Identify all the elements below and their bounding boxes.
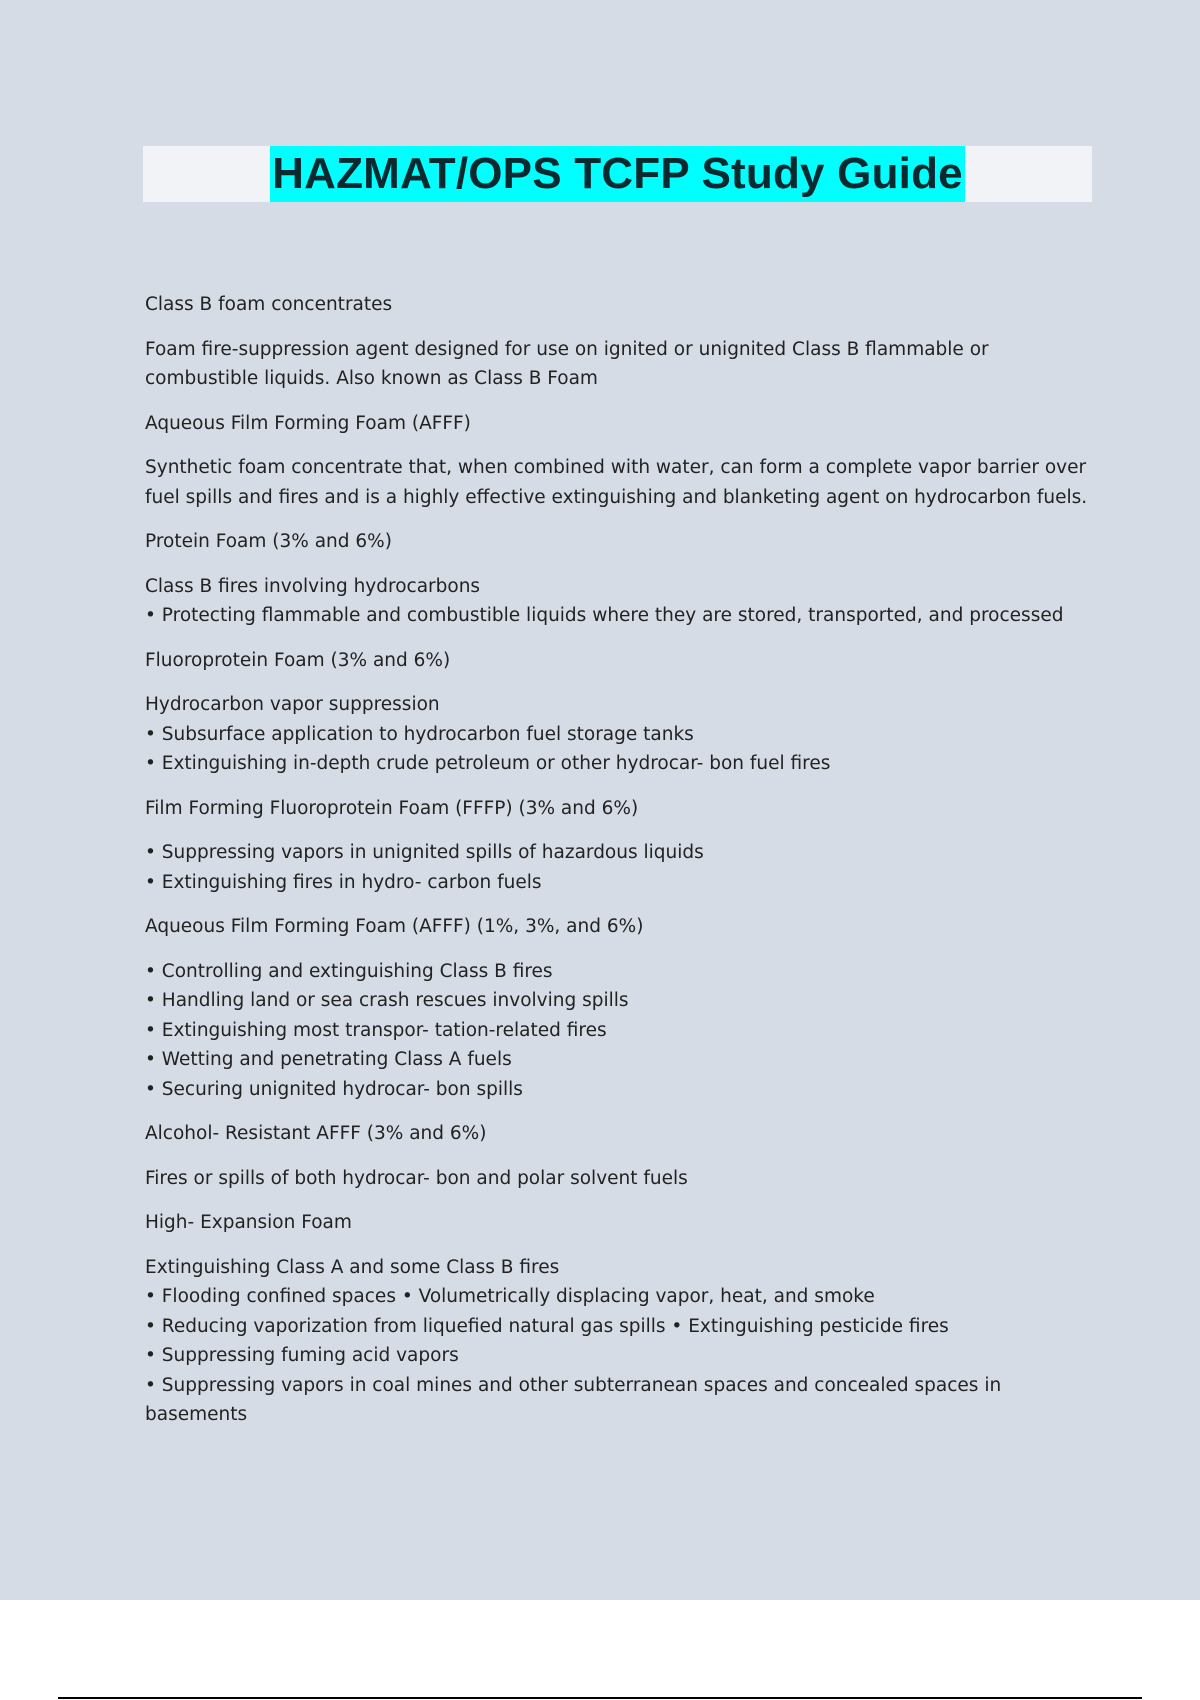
text-line: Protein Foam (3% and 6%): [145, 531, 392, 552]
bullet-line: • Extinguishing most transpor- tation-related fires: [145, 1019, 607, 1041]
footer-rule: [58, 1697, 1142, 1699]
text-line: Fires or spills of both hydrocar- bon and polar solvent fuels: [145, 1167, 688, 1189]
document-body: [145, 290, 1095, 1445]
bullet-line: • Securing unignited hydrocar- bon spills: [145, 1078, 523, 1100]
bullet-line: • Suppressing vapors in unignited spills of hazardous liquids: [145, 842, 704, 863]
text-block: [145, 290, 1095, 320]
text-line: Aqueous Film Forming Foam (AFFF): [145, 412, 471, 434]
text-line: Hydrocarbon vapor suppression: [145, 694, 440, 715]
text-block: [145, 912, 1095, 942]
text-line: Film Forming Fluoroprotein Foam (FFFP) (3% and 6%): [145, 797, 639, 819]
bullet-line: • Protecting flammable and combustible liquids where they are stored, transported, and processed: [145, 605, 1064, 626]
text-block: [145, 1164, 1095, 1194]
text-line: Extinguishing Class A and some Class B fires: [145, 1256, 560, 1278]
text-block: [145, 1208, 1095, 1238]
text-block: [145, 646, 1095, 676]
text-line: Alcohol- Resistant AFFF (3% and 6%): [145, 1123, 487, 1144]
text-block: [145, 690, 1095, 779]
bullet-line: • Suppressing vapors in coal mines and other subterranean spaces and concealed spaces in basements: [145, 1374, 1002, 1425]
text-block: [145, 409, 1095, 439]
text-block: [145, 572, 1095, 631]
title-band: [143, 146, 1092, 202]
text-line: Synthetic foam concentrate that, when combined with water, can form a complete vapor barrier over fuel spills and fires and is a highly effective extinguishing and blanketing agent on hydrocarbon fuels.: [145, 457, 1088, 508]
bullet-line: • Subsurface application to hydrocarbon fuel storage tanks: [145, 723, 694, 745]
bullet-line: • Flooding confined spaces • Volumetrically displacing vapor, heat, and smoke: [145, 1286, 875, 1307]
text-block: [145, 838, 1095, 897]
bullet-line: • Suppressing fuming acid vapors: [145, 1345, 459, 1366]
bullet-line: • Reducing vaporization from liquefied natural gas spills • Extinguishing pesticide fires: [145, 1315, 949, 1337]
bullet-line: • Handling land or sea crash rescues involving spills: [145, 990, 629, 1011]
text-block: [145, 453, 1095, 512]
text-block: [145, 527, 1095, 557]
text-line: Class B fires involving hydrocarbons: [145, 575, 481, 597]
bullet-line: • Extinguishing in-depth crude petroleum or other hydrocar- bon fuel fires: [145, 753, 831, 774]
text-block: [145, 1253, 1095, 1430]
text-line: High- Expansion Foam: [145, 1212, 352, 1233]
bullet-line: • Controlling and extinguishing Class B fires: [145, 960, 553, 982]
text-line: Foam fire-suppression agent designed for use on ignited or unignited Class B flammable or combustible liquids. Also known as Class B Foam: [145, 338, 989, 389]
text-block: [145, 794, 1095, 824]
text-block: [145, 957, 1095, 1105]
bullet-line: • Wetting and penetrating Class A fuels: [145, 1049, 512, 1070]
text-line: Fluoroprotein Foam (3% and 6%): [145, 649, 451, 671]
document-title: HAZMAT/OPS TCFP Study Guide: [270, 146, 965, 202]
text-block: [145, 1119, 1095, 1149]
text-line: Aqueous Film Forming Foam (AFFF) (1%, 3%, and 6%): [145, 916, 644, 937]
text-line: Class B foam concentrates: [145, 294, 393, 315]
bullet-line: • Extinguishing fires in hydro- carbon fuels: [145, 871, 542, 893]
text-block: [145, 335, 1095, 394]
